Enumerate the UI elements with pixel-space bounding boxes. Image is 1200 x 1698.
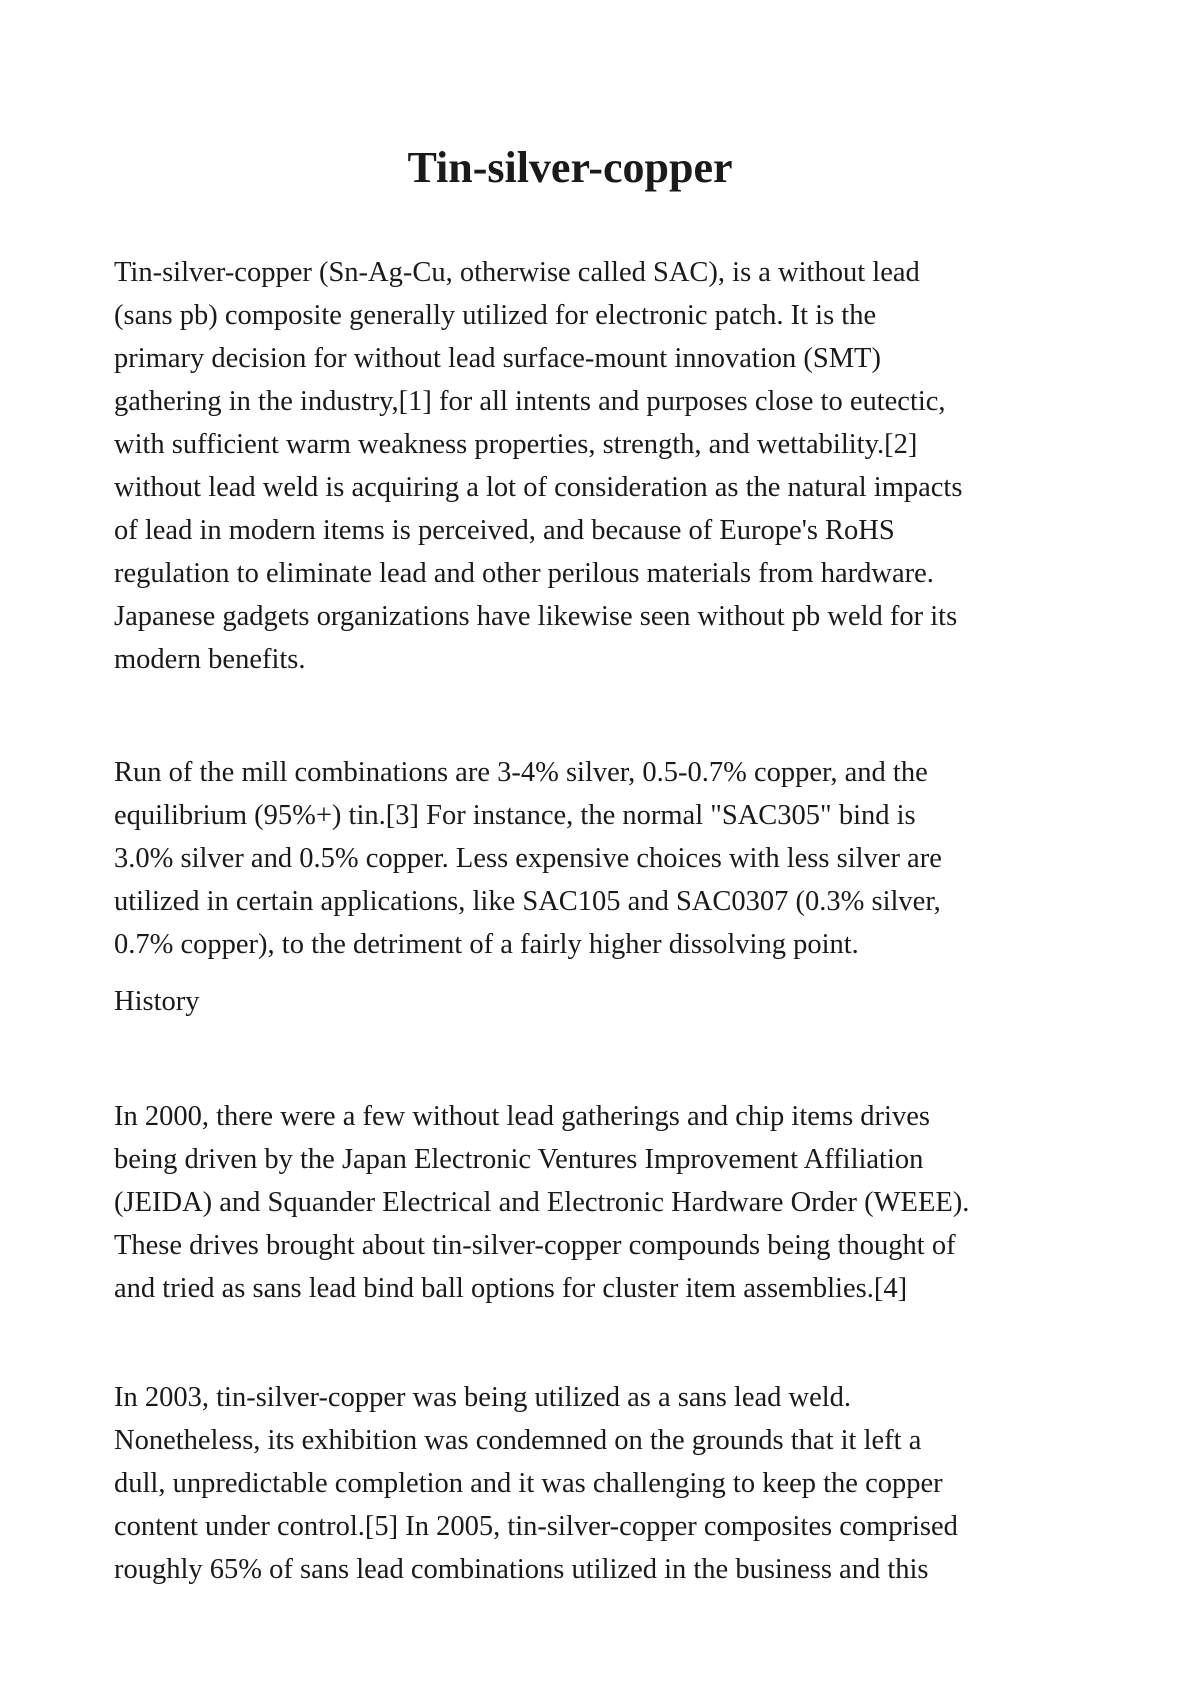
paragraph-history-2000: In 2000, there were a few without lead gatherings and chip items drives being driven by the Japan Electronic Ventures Improvement Affiliation (JEIDA) and Squander Electrical and Electronic Hardware Order (WEEE). These drives brought about tin-silver-copper compounds being thought of and tried as sans lead bind ball options for cluster item assemblies.[4] [114, 1101, 970, 1304]
section-heading-history: History [114, 986, 200, 1017]
paragraph-combinations: Run of the mill combinations are 3-4% silver, 0.5-0.7% copper, and the equilibrium (95%+) tin.[3] For instance, the normal "SAC305" bind is 3.0% silver and 0.5% copper. Less expensive choices with less silver are utilized in certain applications, like SAC105 and SAC0307 (0.3% silver, 0.7% copper), to the detriment of a fairly higher dissolving point. [114, 757, 942, 960]
paragraph-history-2003: In 2003, tin-silver-copper was being utilized as a sans lead weld. Nonetheless, its exhibition was condemned on the grounds that it left a dull, unpredictable completion and it was challenging to keep the copper content under control.[5] In 2005, tin-silver-copper composites comprised roughly 65% of sans lead combinations utilized in the business and this [114, 1382, 958, 1585]
paragraph-intro: Tin-silver-copper (Sn-Ag-Cu, otherwise called SAC), is a without lead (sans pb) composite generally utilized for electronic patch. It is the primary decision for without lead surface-mount innovation (SMT) gathering in the industry,[1] for all intents and purposes close to eutectic, with sufficient warm weakness properties, strength, and wettability.[2] without lead weld is acquiring a lot of consideration as the natural impacts of lead in modern items is perceived, and because of Europe's RoHS regulation to eliminate lead and other perilous materials from hardware. Japanese gadgets organizations have likewise seen without pb weld for its modern benefits. [114, 257, 963, 675]
page-title: Tin-silver-copper [407, 143, 733, 192]
